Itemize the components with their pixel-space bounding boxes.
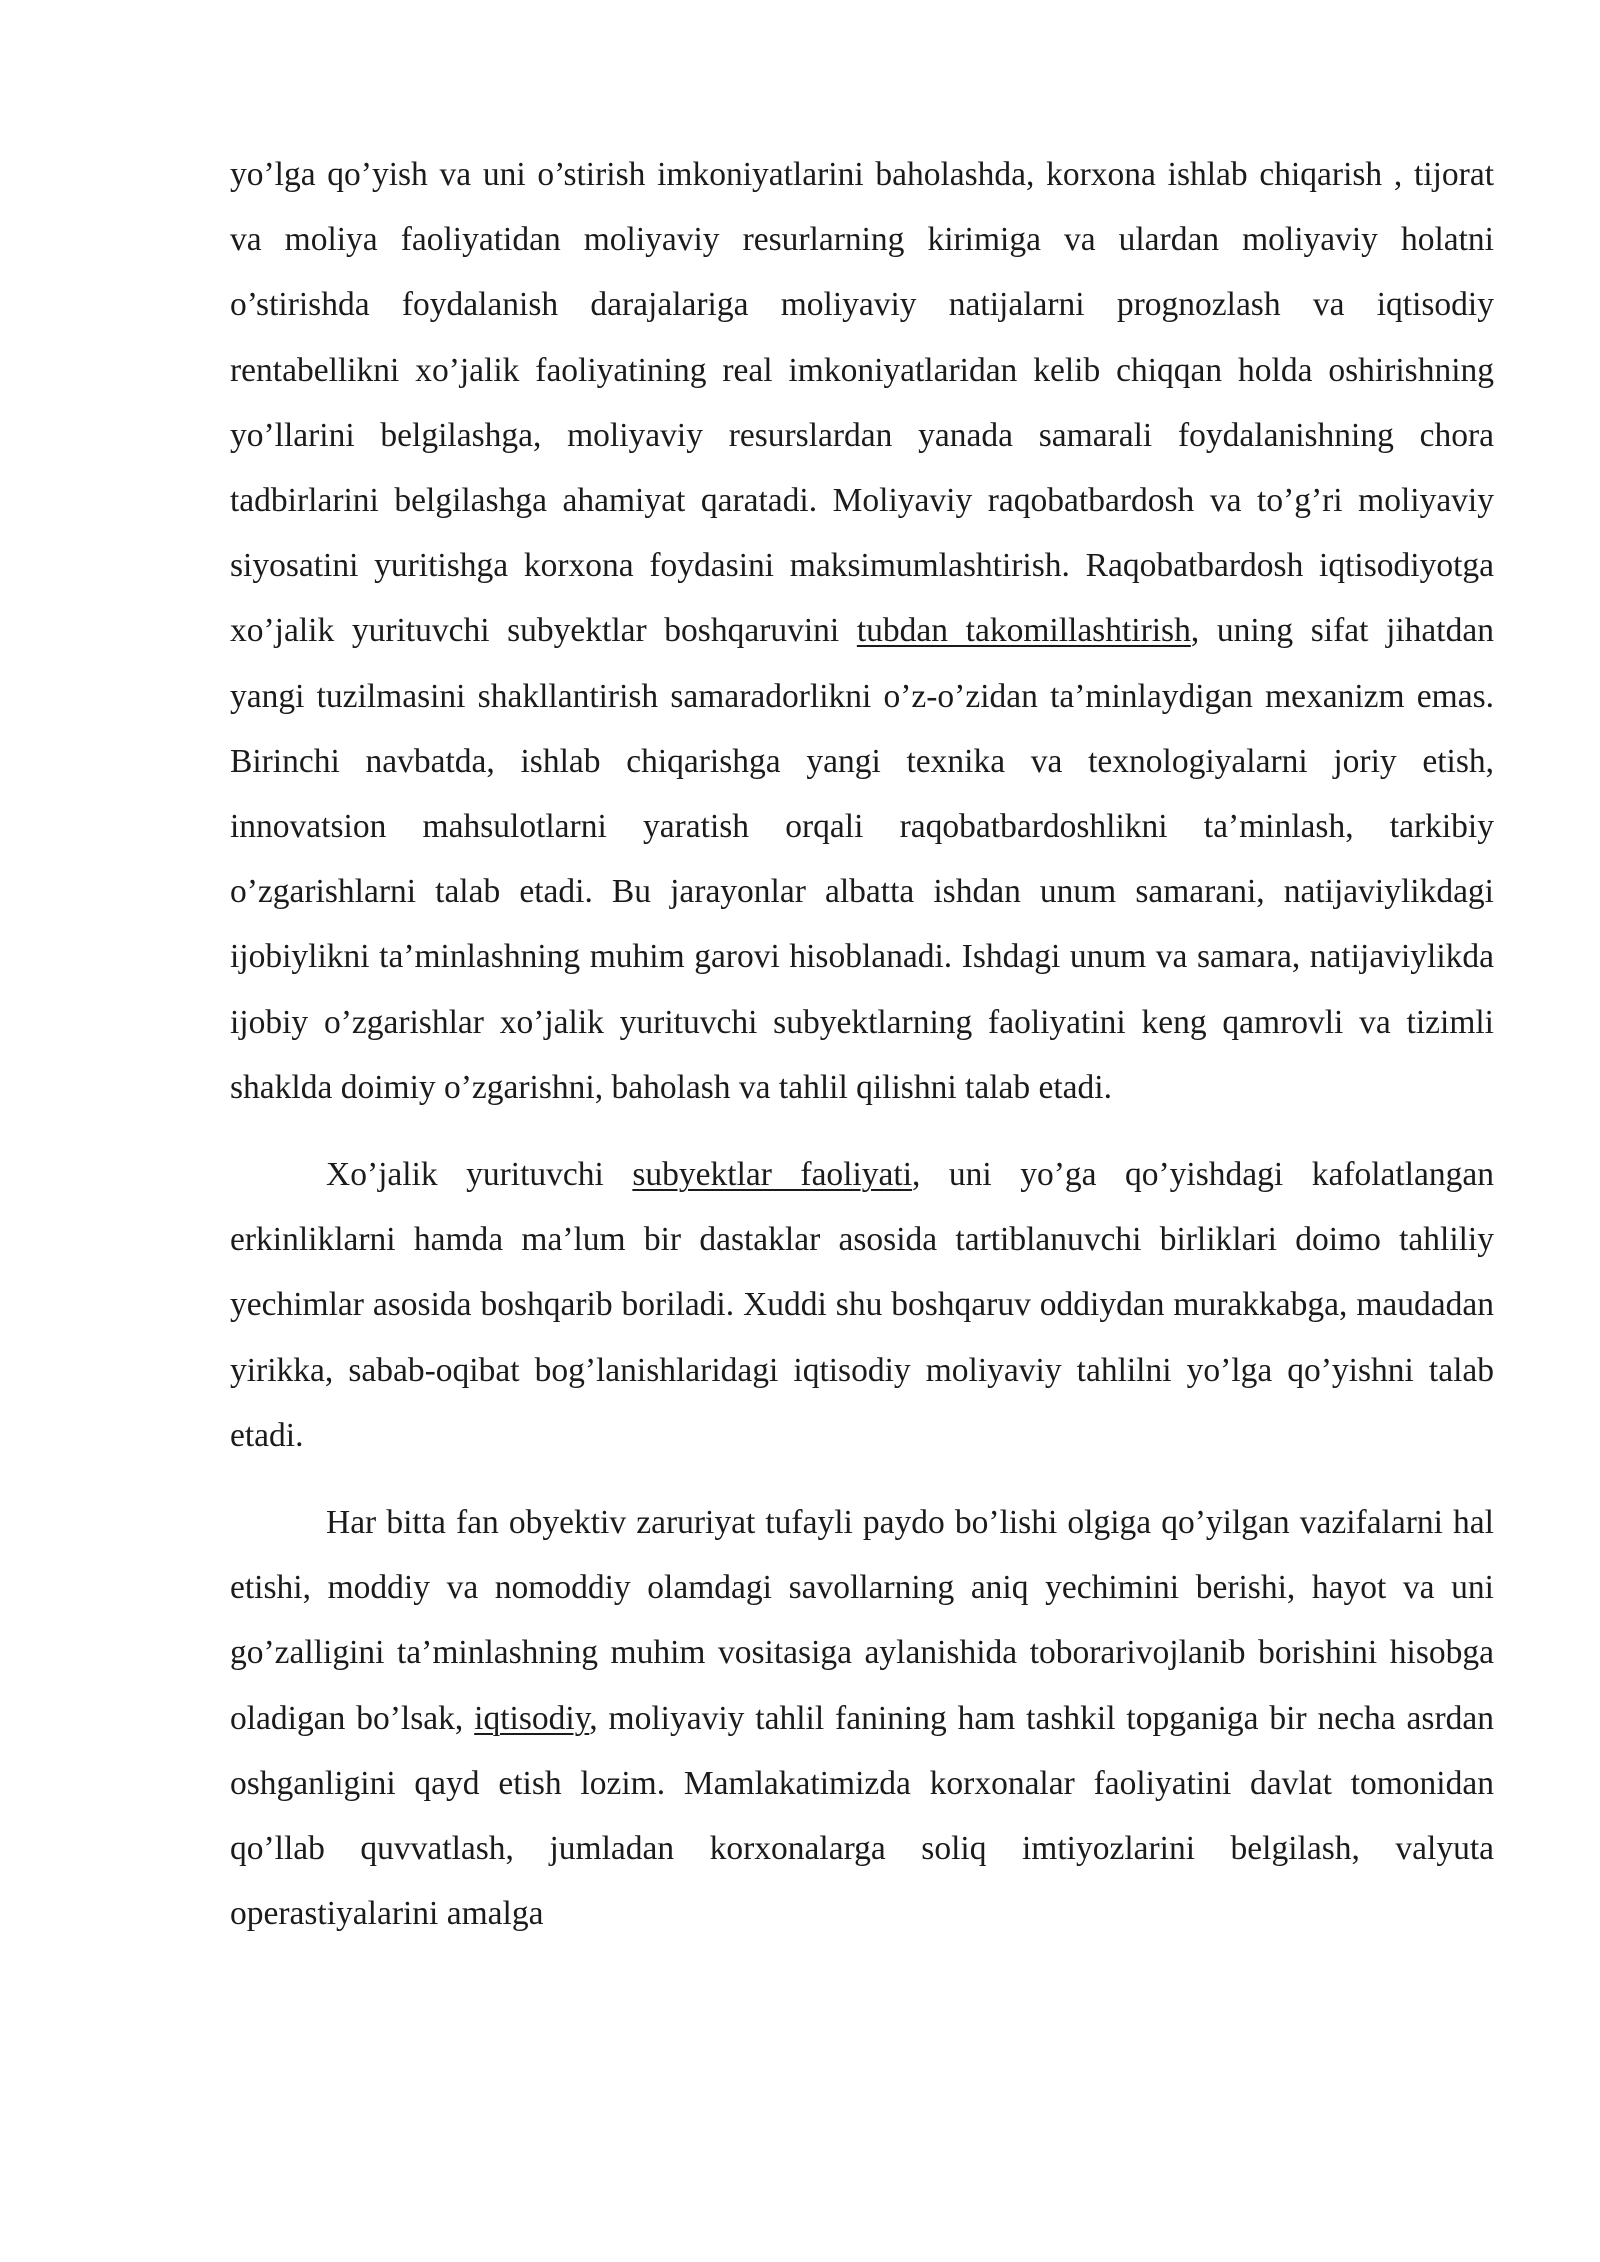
paragraph-3 (230, 1490, 1494, 1946)
paragraph-2 (230, 1142, 1494, 1468)
paragraph-2-text-end: , uni yo’ga qo’yishdagi kafolatlangan erkinliklarni hamda ma’lum bir dastaklar asosida tartiblanuvchi birliklari doimo tahliliy yechimlar asosida boshqarib boriladi. Xuddi shu boshqaruv oddiydan murakkabga, maudadan yirikka, sabab-oqibat bog’lanishlaridagi iqtisodiy moliyaviy tahlilni yo’lga qo’yishni talab etadi. (230, 1156, 1495, 1454)
paragraph-2-text-start: Xo’jalik yurituvchi (326, 1156, 633, 1194)
paragraph-3-text-end: , moliyaviy tahlil fanining ham tashkil topganiga bir necha asrdan oshganligini qayd etish lozim. Mamlakatimizda korxonalar faoliyatini davlat tomonidan qo’llab quvvatlash, jumladan korxonalarga soliq imtiyozlarini belgilash, valyuta operastiyalarini amalga (230, 1699, 1494, 1933)
link-subyektlar-faoliyati[interactable]: subyektlar faoliyati (632, 1156, 913, 1194)
paragraph-1 (230, 142, 1494, 1120)
paragraph-1-text-start: yo’lga qo’yish va uni o’stirish imkoniyatlarini baholashda, korxona ishlab chiqarish , tijorat va moliya faoliyatidan moliyaviy resurlarning kirimiga va ulardan moliyaviy holatni o’stirishda foydalanish darajalariga moliyaviy natijalarni prognozlash va iqtisodiy rentabellikni xo’jalik faoliyatining real imkoniyatlaridan kelib chiqqan holda oshirishning yo’llarini belgilashga, moliyaviy resurslardan yanada samarali foydalanishning chora tadbirlarini belgilashga ahamiyat qaratadi. Moliyaviy raqobatbardosh va to’g’ri moliyaviy siyosatini yuritishga korxona foydasini maksimumlashtirish. Raqobatbardosh iqtisodiyotga xo’jalik yurituvchi subyektlar boshqaruvini (230, 156, 1494, 650)
paragraph-1-text-end: , uning sifat jihatdan yangi tuzilmasini shakllantirish samaradorlikni o’z-o’zidan ta’minlaydigan mexanizm emas. Birinchi navbatda, ishlab chiqarishga yangi texnika va texnologiyalarni joriy etish, innovatsion mahsulotlarni yaratish orqali raqobatbardoshlikni ta’minlash, tarkibiy o’zgarishlarni talab etadi. Bu jarayonlar albatta ishdan unum samarani, natijaviylikdagi ijobiylikni ta’minlashning muhim garovi hisoblanadi. Ishdagi unum va samara, natijaviylikda ijobiy o’zgarishlar xo’jalik yurituvchi subyektlarning faoliyatini keng qamrovli va tizimli shaklda doimiy o’zgarishni, baholash va tahlil qilishni talab etadi. (230, 612, 1494, 1106)
link-iqtisodiy[interactable]: iqtisodiy (474, 1699, 590, 1737)
link-tubdan-takomillashtirish[interactable]: tubdan takomillashtirish (856, 612, 1191, 650)
document-body (230, 142, 1494, 1946)
paragraph-3-text-start: Har bitta fan obyektiv zaruriyat tufayli paydo bo’lishi olgiga qo’yilgan vazifalarni hal etishi, moddiy va nomoddiy olamdagi savollarning aniq yechimini berishi, hayot va uni go’zalligini ta’minlashning muhim vositasiga aylanishida toborarivojlanib borishini hisobga oladigan bo’lsak, (230, 1504, 1494, 1737)
